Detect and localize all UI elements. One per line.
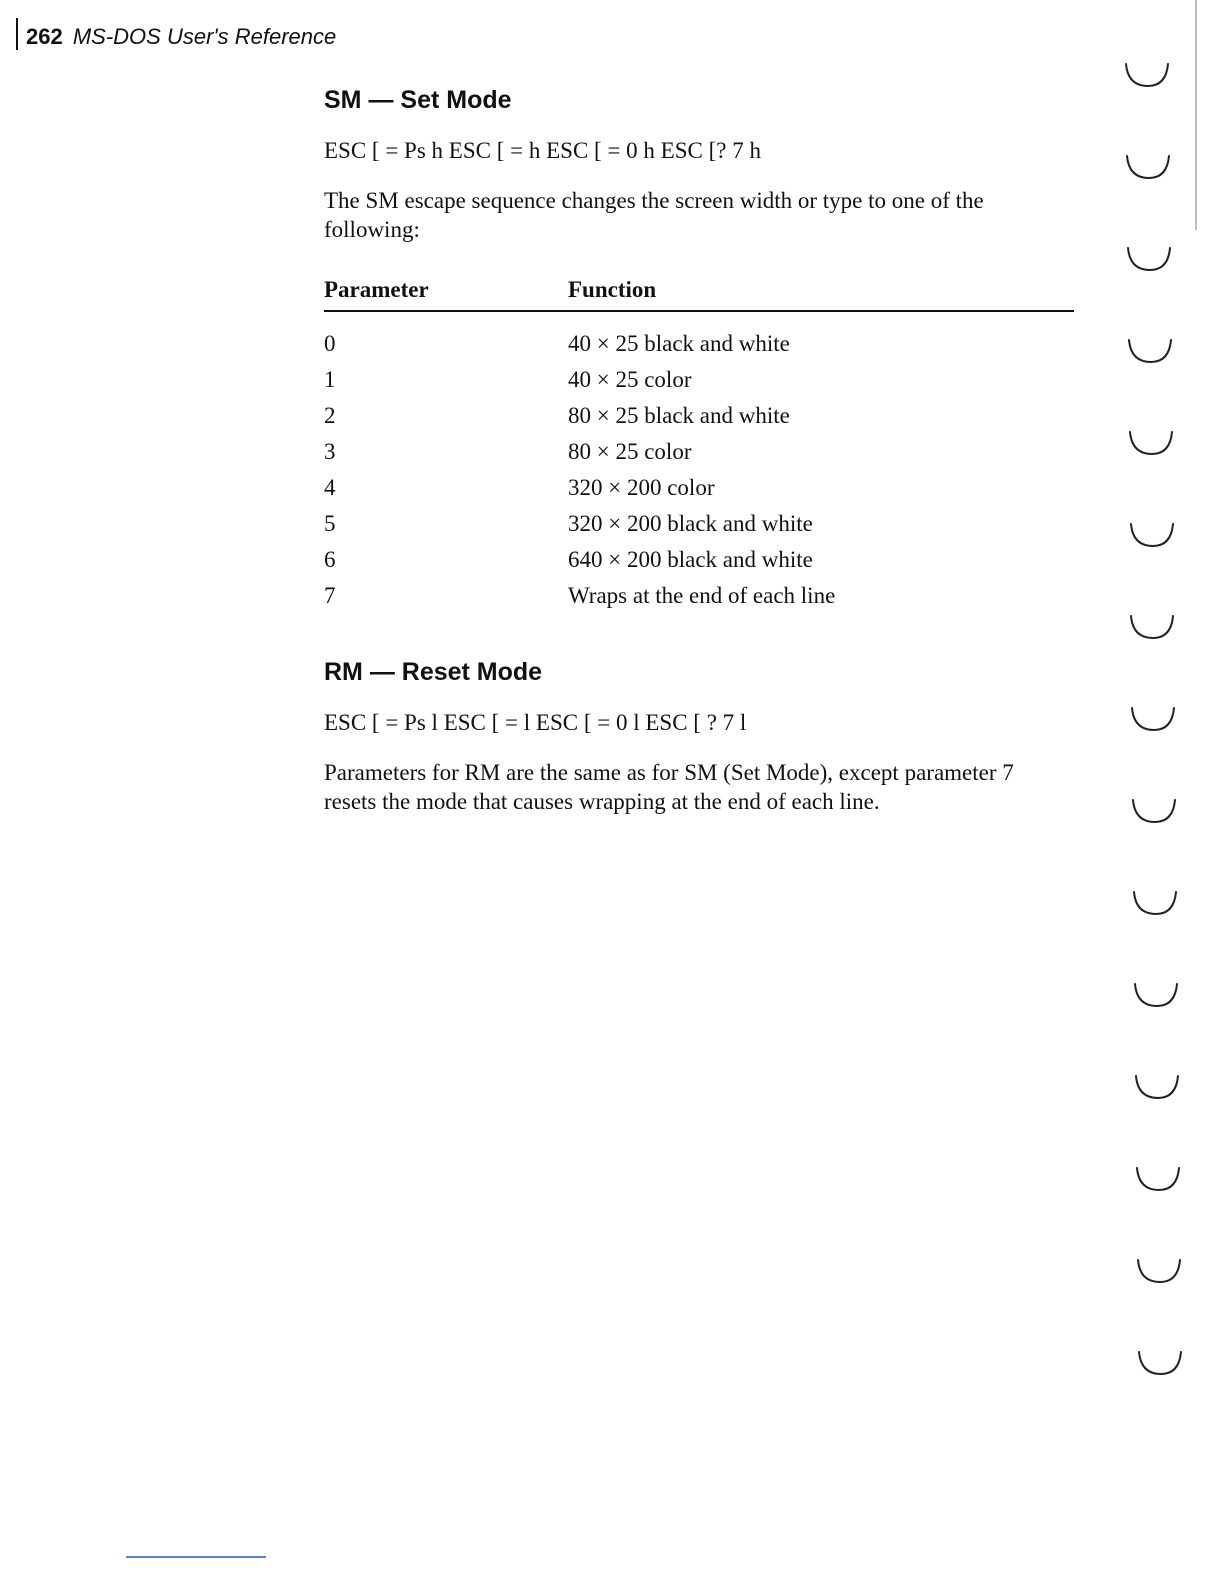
function-cell: Wraps at the end of each line xyxy=(568,583,836,608)
table-row xyxy=(324,470,1074,506)
binder-hole-icon xyxy=(1124,428,1180,458)
parameter-cell: 1 xyxy=(324,367,336,392)
binder-hole-icon xyxy=(1121,152,1177,182)
function-cell: 80 × 25 black and white xyxy=(568,403,790,428)
binder-holes xyxy=(1116,60,1196,1520)
binder-hole-icon xyxy=(1126,704,1182,734)
rm-heading: RM — Reset Mode xyxy=(324,658,543,686)
binder-hole-icon xyxy=(1129,980,1185,1010)
binder-hole-icon xyxy=(1128,888,1184,918)
binder-hole-icon xyxy=(1122,244,1178,274)
sm-description: The SM escape sequence changes the screen width or type to one of the following: xyxy=(324,188,984,242)
rm-section xyxy=(324,652,1074,816)
function-cell: 40 × 25 black and white xyxy=(568,331,790,356)
sm-syntax: ESC [ = Ps h ESC [ = h ESC [ = 0 h ESC [? 7 h xyxy=(324,138,761,163)
page-number: 262 xyxy=(26,24,63,49)
table-row xyxy=(324,434,1074,470)
function-cell: 80 × 25 color xyxy=(568,439,692,464)
parameter-cell: 0 xyxy=(324,331,336,356)
book-title: MS-DOS User's Reference xyxy=(72,24,337,49)
column-header-parameter: Parameter xyxy=(324,277,429,302)
parameter-cell: 6 xyxy=(324,547,336,572)
footer-rule xyxy=(126,1556,266,1558)
function-cell: 640 × 200 black and white xyxy=(568,547,813,572)
table-header xyxy=(324,274,1074,312)
table-row xyxy=(324,578,1074,614)
parameter-cell: 4 xyxy=(324,475,336,500)
table-row xyxy=(324,542,1074,578)
table-row xyxy=(324,506,1074,542)
binder-hole-icon xyxy=(1123,336,1179,366)
rm-syntax: ESC [ = Ps l ESC [ = l ESC [ = 0 l ESC [ ? 7 l xyxy=(324,710,747,735)
binder-hole-icon xyxy=(1132,1256,1188,1286)
binder-hole-icon xyxy=(1125,612,1181,642)
table-row xyxy=(324,398,1074,434)
page-content xyxy=(324,80,1074,816)
binder-hole-icon xyxy=(1127,796,1183,826)
sm-heading: SM — Set Mode xyxy=(324,86,512,114)
parameter-cell: 7 xyxy=(324,583,336,608)
function-cell: 40 × 25 color xyxy=(568,367,692,392)
table-row xyxy=(324,326,1074,362)
column-header-function: Function xyxy=(568,277,657,302)
parameter-cell: 5 xyxy=(324,511,336,536)
function-cell: 320 × 200 color xyxy=(568,475,715,500)
table-body xyxy=(324,326,1074,614)
parameter-cell: 2 xyxy=(324,403,336,428)
rm-description: Parameters for RM are the same as for SM (Set Mode), except parameter 7 resets the mode that causes wrapping at the end of each line. xyxy=(324,760,1014,814)
table-row xyxy=(324,362,1074,398)
running-head xyxy=(16,18,336,50)
mode-table xyxy=(324,274,1074,614)
binder-hole-icon xyxy=(1125,520,1181,550)
parameter-cell: 3 xyxy=(324,439,336,464)
binder-hole-icon xyxy=(1130,1072,1186,1102)
binder-hole-icon xyxy=(1133,1348,1189,1378)
binder-hole-icon xyxy=(1120,60,1176,90)
binder-hole-icon xyxy=(1131,1164,1187,1194)
function-cell: 320 × 200 black and white xyxy=(568,511,813,536)
